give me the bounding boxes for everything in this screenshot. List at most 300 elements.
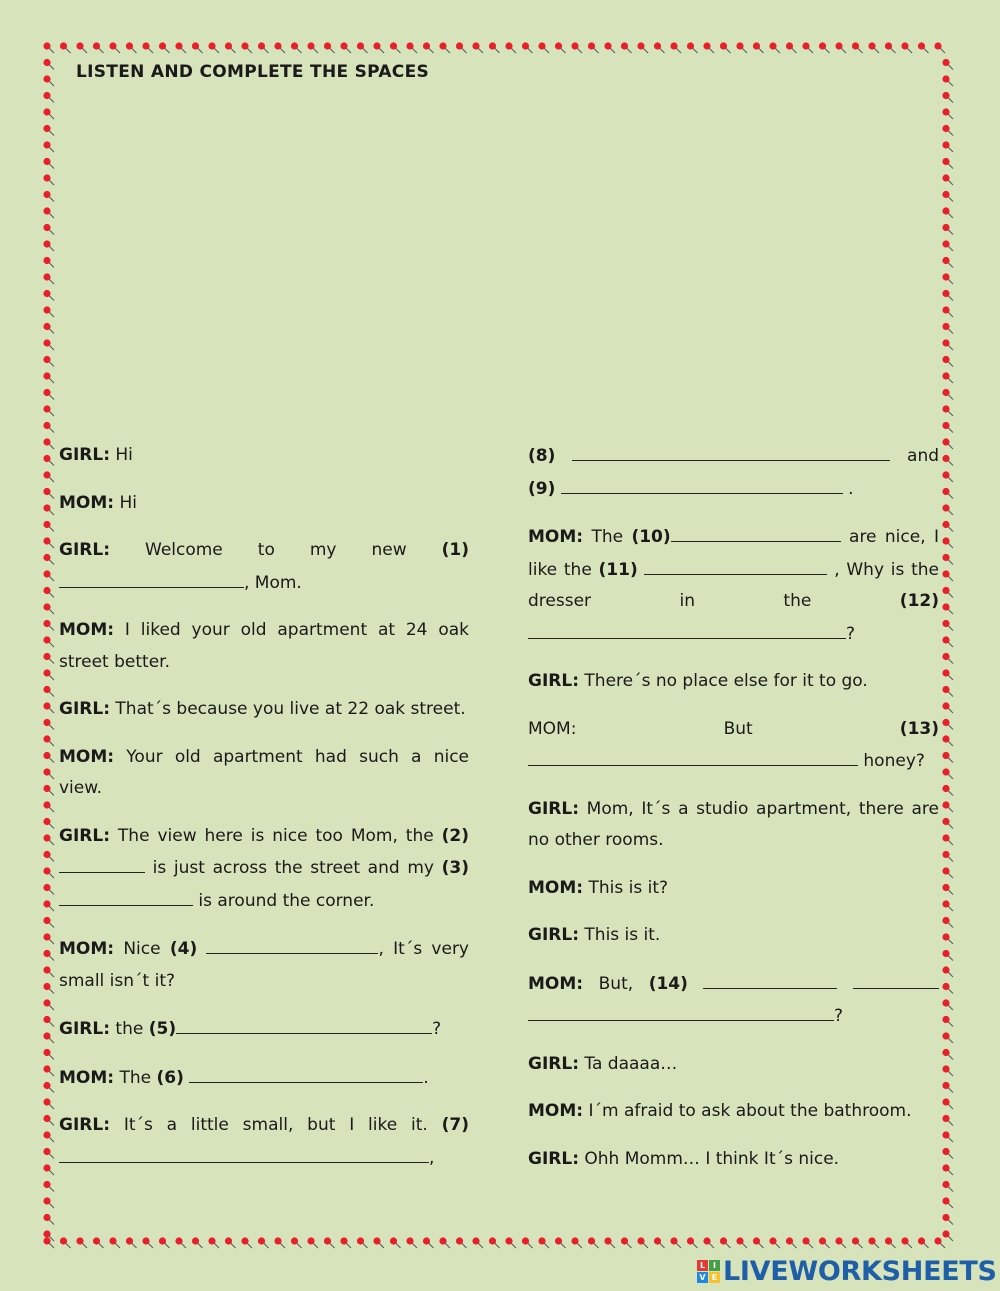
- border-dot: [423, 42, 434, 53]
- speaker-label: GIRL:: [528, 671, 579, 691]
- dialogue-line: [528, 968, 939, 1033]
- logo-text: LIVEWORKSHEETS: [723, 1256, 997, 1287]
- border-dot: [43, 1032, 54, 1043]
- border-dot: [942, 719, 953, 730]
- speaker-label: MOM:: [59, 492, 115, 513]
- border-dot: [786, 42, 797, 53]
- border-dot: [942, 1164, 953, 1175]
- border-dot: [43, 323, 54, 334]
- dialogue-line: [59, 1062, 469, 1095]
- border-dot: [43, 504, 54, 515]
- border-dot: [43, 966, 54, 977]
- border-dot: [43, 999, 54, 1010]
- answer-blank[interactable]: [176, 1013, 432, 1034]
- border-dot: [192, 42, 203, 53]
- border-dot: [126, 42, 137, 53]
- border-dot: [637, 1237, 648, 1248]
- speaker-label: GIRL:: [528, 925, 579, 945]
- border-dot: [43, 669, 54, 680]
- border-dot: [472, 1237, 483, 1248]
- border-dot: [835, 42, 846, 53]
- dialogue-text: Hi: [114, 492, 138, 513]
- border-dot: [885, 42, 896, 53]
- answer-blank[interactable]: [59, 567, 244, 588]
- border-dot: [43, 603, 54, 614]
- border-dot: [142, 1237, 153, 1248]
- blank-number: (3): [441, 858, 469, 878]
- border-dot: [291, 42, 302, 53]
- border-dot: [43, 92, 54, 103]
- border-dot: [942, 768, 953, 779]
- border-dot: [703, 42, 714, 53]
- border-dot: [654, 42, 665, 53]
- speaker-label: MOM:: [528, 1101, 584, 1121]
- border-dot: [942, 372, 953, 383]
- border-dot: [868, 42, 879, 53]
- answer-blank[interactable]: [59, 852, 145, 873]
- blank-number: (6): [156, 1067, 184, 1088]
- border-dot: [406, 42, 417, 53]
- border-dot: [357, 1237, 368, 1248]
- dialogue-text: Ohh Momm… I think It´s nice.: [579, 1148, 840, 1169]
- border-dot: [43, 306, 54, 317]
- border-dot: [942, 999, 953, 1010]
- border-dot: [43, 1131, 54, 1142]
- border-dot: [522, 42, 533, 53]
- dialogue-text: The view here is nice too Mom, the: [110, 825, 442, 846]
- border-dot: [43, 422, 54, 433]
- dialogue-text: It´s a little small, but I like it.: [110, 1115, 442, 1135]
- border-dot: [43, 1148, 54, 1159]
- border-dot: [43, 59, 54, 70]
- border-dot: [538, 42, 549, 53]
- speaker-label: MOM:: [528, 973, 584, 994]
- border-dot: [373, 1237, 384, 1248]
- speaker-label: GIRL:: [59, 825, 110, 846]
- blank-number: (1): [441, 540, 469, 560]
- border-dot: [942, 1115, 953, 1126]
- answer-blank[interactable]: [572, 440, 890, 461]
- dialogue-line: [528, 920, 939, 952]
- border-dot: [942, 92, 953, 103]
- blank-number: (10): [631, 527, 671, 547]
- dialogue-text: [638, 560, 645, 580]
- border-dot: [942, 1065, 953, 1076]
- border-dot: [340, 42, 351, 53]
- border-dot: [291, 1237, 302, 1248]
- dialogue-text: is just across the street and my: [145, 858, 442, 878]
- speaker-label: GIRL:: [59, 1115, 110, 1135]
- dialogue-text: I liked your old apartment at 24 oak street better.: [59, 620, 469, 672]
- logo-tile: E: [709, 1272, 720, 1283]
- dialogue-line: [528, 873, 939, 905]
- dialogue-line: [59, 1013, 469, 1046]
- border-dot: [60, 1237, 71, 1248]
- border-dot: [43, 1082, 54, 1093]
- border-dot: [720, 1237, 731, 1248]
- border-dot: [43, 141, 54, 152]
- border-dot: [406, 1237, 417, 1248]
- border-dot: [489, 1237, 500, 1248]
- border-dot: [43, 900, 54, 911]
- dialogue-text: ,: [429, 1147, 435, 1168]
- border-dot: [942, 669, 953, 680]
- speaker-label: GIRL:: [59, 699, 110, 719]
- dialogue-text: But: [576, 718, 900, 739]
- border-dot: [43, 405, 54, 416]
- logo-tiles-icon: [697, 1260, 720, 1283]
- speaker-label: MOM:: [59, 939, 115, 959]
- border-dot: [901, 42, 912, 53]
- border-dot: [736, 1237, 747, 1248]
- answer-blank[interactable]: [528, 1000, 834, 1021]
- border-dot: [802, 42, 813, 53]
- border-dot: [423, 1237, 434, 1248]
- border-dot: [555, 42, 566, 53]
- border-dot: [901, 1237, 912, 1248]
- border-dot: [43, 851, 54, 862]
- border-dot: [703, 1237, 714, 1248]
- dialogue-line: [528, 521, 939, 650]
- border-dot: [604, 42, 615, 53]
- border-dot: [159, 42, 170, 53]
- dialogue-text: .: [842, 478, 854, 499]
- border-dot: [942, 438, 953, 449]
- border-dot: [43, 801, 54, 812]
- border-dot: [324, 42, 335, 53]
- border-dot: [942, 141, 953, 152]
- border-dot: [43, 191, 54, 202]
- border-dot: [43, 240, 54, 251]
- border-dot: [942, 158, 953, 169]
- dialogue-text: .: [423, 1067, 429, 1088]
- dialogue-line: [528, 666, 939, 698]
- answer-blank[interactable]: [528, 618, 846, 639]
- border-dot: [802, 1237, 813, 1248]
- border-dot: [43, 488, 54, 499]
- border-dot: [43, 1016, 54, 1027]
- border-dot: [43, 455, 54, 466]
- answer-blank[interactable]: [189, 1062, 423, 1083]
- blank-number: (2): [441, 825, 469, 846]
- border-dot: [142, 42, 153, 53]
- dialogue-line: [528, 794, 939, 857]
- dialogue-text: This is it.: [579, 925, 661, 945]
- border-dot: [241, 42, 252, 53]
- border-dot: [753, 42, 764, 53]
- border-dot: [942, 306, 953, 317]
- border-dot: [868, 1237, 879, 1248]
- dialogue-text: the: [110, 1019, 149, 1039]
- border-dot: [942, 1148, 953, 1159]
- answer-blank[interactable]: [644, 554, 827, 575]
- border-dot: [942, 686, 953, 697]
- border-dot: [258, 42, 269, 53]
- border-dot: [819, 42, 830, 53]
- border-dot: [43, 108, 54, 119]
- border-dot: [43, 521, 54, 532]
- border-dot: [43, 686, 54, 697]
- border-dot: [43, 1098, 54, 1109]
- speaker-label: GIRL:: [59, 445, 110, 465]
- border-dot: [942, 917, 953, 928]
- border-dot: [942, 933, 953, 944]
- border-dot: [942, 1230, 953, 1241]
- border-dot: [942, 224, 953, 235]
- border-dot: [43, 339, 54, 350]
- border-dot: [885, 1237, 896, 1248]
- dialogue-text: Mom, It´s a studio apartment, there are no other rooms.: [528, 798, 939, 850]
- border-dot: [43, 570, 54, 581]
- border-dot: [274, 1237, 285, 1248]
- logo-tile: V: [697, 1272, 708, 1283]
- border-dot: [43, 207, 54, 218]
- speaker-label: GIRL:: [59, 540, 110, 560]
- border-dot: [942, 785, 953, 796]
- dialogue-text: Hi: [110, 445, 133, 465]
- border-dot: [126, 1237, 137, 1248]
- border-dot: [852, 42, 863, 53]
- border-dot: [942, 818, 953, 829]
- border-dot: [942, 405, 953, 416]
- speaker-label: GIRL:: [528, 1148, 579, 1169]
- border-dot: [43, 1214, 54, 1225]
- dialogue-text: and: [890, 446, 940, 466]
- border-dot: [942, 108, 953, 119]
- border-dot: [942, 587, 953, 598]
- border-dot: [769, 42, 780, 53]
- border-dot: [942, 1032, 953, 1043]
- border-dot: [942, 950, 953, 961]
- blank-number: (14): [648, 973, 688, 994]
- dialogue-text: [555, 446, 572, 466]
- border-dot: [934, 1237, 945, 1248]
- dialogue-line: [528, 440, 939, 505]
- border-dot: [736, 42, 747, 53]
- border-dot: [942, 867, 953, 878]
- dialogue-text: , It´s very small isn´t it?: [59, 939, 469, 991]
- border-dot: [942, 603, 953, 614]
- border-dot: [588, 42, 599, 53]
- border-dot: [942, 966, 953, 977]
- border-dot: [43, 834, 54, 845]
- border-dot: [439, 42, 450, 53]
- border-dot: [942, 735, 953, 746]
- dialogue-text: There´s no place else for it to go.: [579, 671, 868, 691]
- dialogue-text: The: [114, 1067, 157, 1088]
- dialogue-line: [59, 615, 469, 678]
- border-dot: [687, 42, 698, 53]
- border-dot: [43, 752, 54, 763]
- border-dot: [942, 702, 953, 713]
- speaker-label: MOM:: [59, 620, 115, 640]
- border-dot: [175, 1237, 186, 1248]
- border-dot: [43, 438, 54, 449]
- dialogue-line: [59, 821, 469, 918]
- speaker-label: MOM:: [59, 1067, 115, 1088]
- blank-number: (12): [899, 591, 939, 611]
- border-dot: [942, 620, 953, 631]
- border-dot: [942, 801, 953, 812]
- border-dot: [43, 884, 54, 895]
- dialogue-text: ?: [846, 623, 856, 644]
- border-dot: [942, 900, 953, 911]
- border-dot: [942, 636, 953, 647]
- dialogue-line: [528, 1144, 939, 1176]
- speaker-label: MOM:: [528, 718, 577, 739]
- border-dot: [555, 1237, 566, 1248]
- border-dot: [942, 1197, 953, 1208]
- answer-blank[interactable]: [528, 745, 858, 766]
- border-dot: [43, 1164, 54, 1175]
- border-dot: [307, 42, 318, 53]
- border-dot: [43, 620, 54, 631]
- border-dot: [43, 1065, 54, 1076]
- dialogue-text: , Mom.: [244, 572, 302, 593]
- answer-blank[interactable]: [59, 885, 193, 906]
- border-dot: [942, 653, 953, 664]
- dialogue-text: I´m afraid to ask about the bathroom.: [583, 1101, 912, 1121]
- border-dot: [934, 42, 945, 53]
- blank-number: (8): [528, 446, 556, 466]
- border-dot: [786, 1237, 797, 1248]
- answer-blank[interactable]: [206, 933, 378, 954]
- blank-number: (9): [528, 478, 556, 499]
- answer-blank[interactable]: [59, 1142, 429, 1163]
- border-dot: [604, 1237, 615, 1248]
- dialogue-text: This is it?: [583, 877, 669, 898]
- border-dot: [942, 554, 953, 565]
- dialogue-text: , Why is the dresser in the: [528, 559, 939, 611]
- border-dot: [43, 257, 54, 268]
- border-dot: [942, 537, 953, 548]
- dialogue-line: [528, 714, 939, 778]
- border-dot: [43, 702, 54, 713]
- border-dot: [439, 1237, 450, 1248]
- border-dot: [241, 1237, 252, 1248]
- border-dot: [43, 42, 54, 53]
- border-dot: [942, 1214, 953, 1225]
- dialogue-text: are nice, I like the: [528, 527, 939, 580]
- dialogue-line: [528, 1049, 939, 1081]
- border-dot: [93, 1237, 104, 1248]
- border-dot: [225, 1237, 236, 1248]
- border-dot: [43, 768, 54, 779]
- border-dot: [687, 1237, 698, 1248]
- border-dot: [522, 1237, 533, 1248]
- border-dot: [43, 389, 54, 400]
- border-dot: [769, 1237, 780, 1248]
- answer-blank[interactable]: [703, 968, 837, 989]
- border-dot: [324, 1237, 335, 1248]
- border-dot: [43, 933, 54, 944]
- border-dot: [942, 191, 953, 202]
- blank-number: (4): [169, 939, 198, 959]
- dialogue-text: [688, 974, 704, 994]
- border-dot: [942, 323, 953, 334]
- border-dot: [942, 884, 953, 895]
- border-dot: [43, 587, 54, 598]
- border-dot: [942, 290, 953, 301]
- border-dot: [942, 488, 953, 499]
- border-dot: [340, 1237, 351, 1248]
- border-dot: [175, 42, 186, 53]
- blank-number: (13): [899, 718, 939, 739]
- dialogue-line: [59, 694, 469, 726]
- border-dot: [390, 1237, 401, 1248]
- border-dot: [43, 471, 54, 482]
- border-dot: [720, 42, 731, 53]
- answer-blank[interactable]: [561, 473, 843, 494]
- border-dot: [942, 983, 953, 994]
- border-dot: [225, 42, 236, 53]
- dialogue-line: [59, 742, 469, 805]
- border-dot: [942, 1181, 953, 1192]
- dialogue-column-right: [528, 440, 939, 1191]
- border-dot: [942, 1098, 953, 1109]
- speaker-label: MOM:: [528, 877, 584, 898]
- border-dot: [942, 75, 953, 86]
- border-dot: [192, 1237, 203, 1248]
- border-dot: [942, 1082, 953, 1093]
- border-dot: [654, 1237, 665, 1248]
- border-dot: [942, 1049, 953, 1060]
- border-dot: [942, 207, 953, 218]
- dialogue-text: is around the corner.: [193, 890, 375, 911]
- border-dot: [43, 719, 54, 730]
- answer-blank[interactable]: [853, 968, 939, 989]
- dialogue-line: [59, 933, 469, 997]
- answer-blank[interactable]: [671, 521, 841, 542]
- border-dot: [942, 851, 953, 862]
- border-dot: [819, 1237, 830, 1248]
- border-dot: [621, 1237, 632, 1248]
- border-dot: [918, 42, 929, 53]
- border-dot: [43, 554, 54, 565]
- border-dot: [852, 1237, 863, 1248]
- border-dot: [43, 1181, 54, 1192]
- border-dot: [373, 42, 384, 53]
- border-dot: [43, 224, 54, 235]
- border-dot: [60, 42, 71, 53]
- border-dot: [43, 917, 54, 928]
- border-dot: [942, 389, 953, 400]
- border-dot: [942, 570, 953, 581]
- border-dot: [942, 59, 953, 70]
- border-dot: [43, 636, 54, 647]
- border-dot: [43, 735, 54, 746]
- logo-tile: L: [697, 1260, 708, 1271]
- border-dot: [942, 455, 953, 466]
- border-dot: [942, 339, 953, 350]
- border-dot: [835, 1237, 846, 1248]
- border-dot: [942, 471, 953, 482]
- border-dot: [456, 42, 467, 53]
- dialogue-text: But,: [583, 973, 649, 994]
- dialogue-line: [528, 1096, 939, 1128]
- dialogue-text: ?: [834, 1006, 844, 1026]
- liveworksheets-logo[interactable]: [697, 1256, 997, 1287]
- speaker-label: GIRL:: [528, 1053, 579, 1074]
- border-dot: [274, 42, 285, 53]
- border-dot: [43, 174, 54, 185]
- dialogue-text: Nice: [114, 939, 170, 959]
- speaker-label: MOM:: [59, 746, 115, 767]
- dialogue-text: Your old apartment had such a nice view.: [59, 746, 469, 798]
- border-dot: [588, 1237, 599, 1248]
- dialogue-text: The: [583, 527, 632, 547]
- border-dot: [670, 1237, 681, 1248]
